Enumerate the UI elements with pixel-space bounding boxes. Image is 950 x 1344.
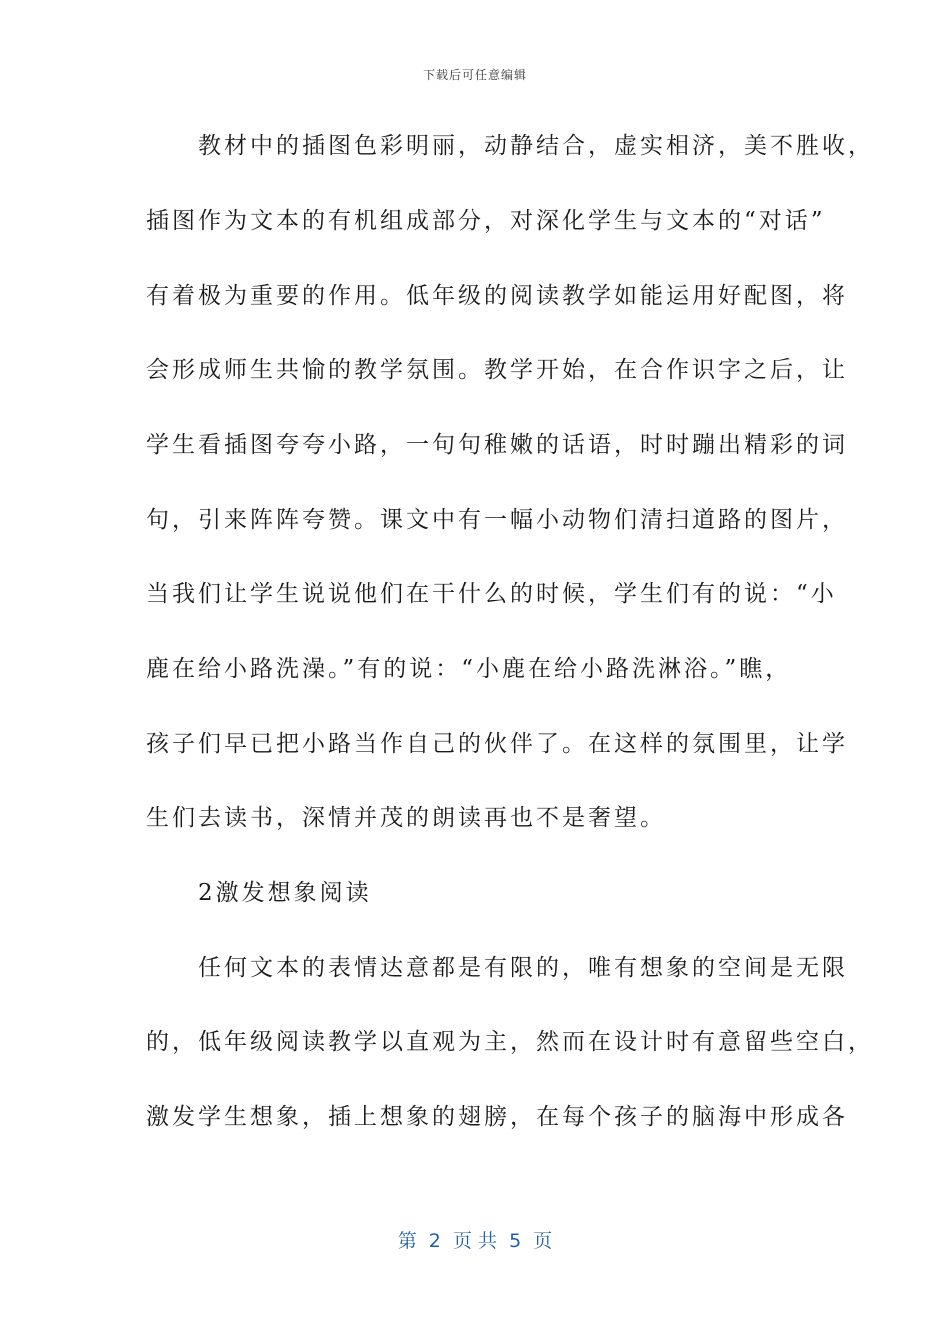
text-line: 的，低年级阅读教学以直观为主，然而在设计时有意留些空白，	[146, 1029, 874, 1055]
text-line: 句，引来阵阵夸赞。课文中有一幅小动物们清扫道路的图片，	[146, 507, 848, 533]
text-line: 教材中的插图色彩明丽，动静结合，虚实相济，美不胜收，	[146, 133, 874, 159]
text-line: 当我们让学生说说他们在干什么的时候，学生们有的说：“小	[146, 581, 837, 607]
text-line: 任何文本的表情达意都是有限的，唯有想象的空间是无限	[146, 955, 848, 981]
text-line: 插图作为文本的有机组成部分，对深化学生与文本的“对话”	[146, 208, 826, 234]
text-line: 鹿在给小路洗澡。”有的说：“小鹿在给小路洗淋浴。”瞧，	[146, 656, 792, 682]
page-number: 第 2 页 共 5 页	[397, 1230, 553, 1252]
text-line: 激发学生想象，插上想象的翅膀，在每个孩子的脑海中形成各	[146, 1104, 848, 1130]
text-line: 有着极为重要的作用。低年级的阅读教学如能运用好配图，将	[146, 283, 848, 309]
header-note: 下载后可任意编辑	[422, 68, 527, 82]
text-line: 生们去读书，深情并茂的朗读再也不是奢望。	[146, 805, 666, 831]
text-line: 学生看插图夸夸小路，一句句稚嫩的话语，时时蹦出精彩的词	[146, 432, 848, 458]
section-heading: 2激发想象阅读	[146, 880, 372, 906]
text-line: 孩子们早已把小路当作自己的伙伴了。在这样的氛围里，让学	[146, 731, 848, 757]
text-line: 会形成师生共愉的教学氛围。教学开始，在合作识字之后，让	[146, 357, 848, 383]
